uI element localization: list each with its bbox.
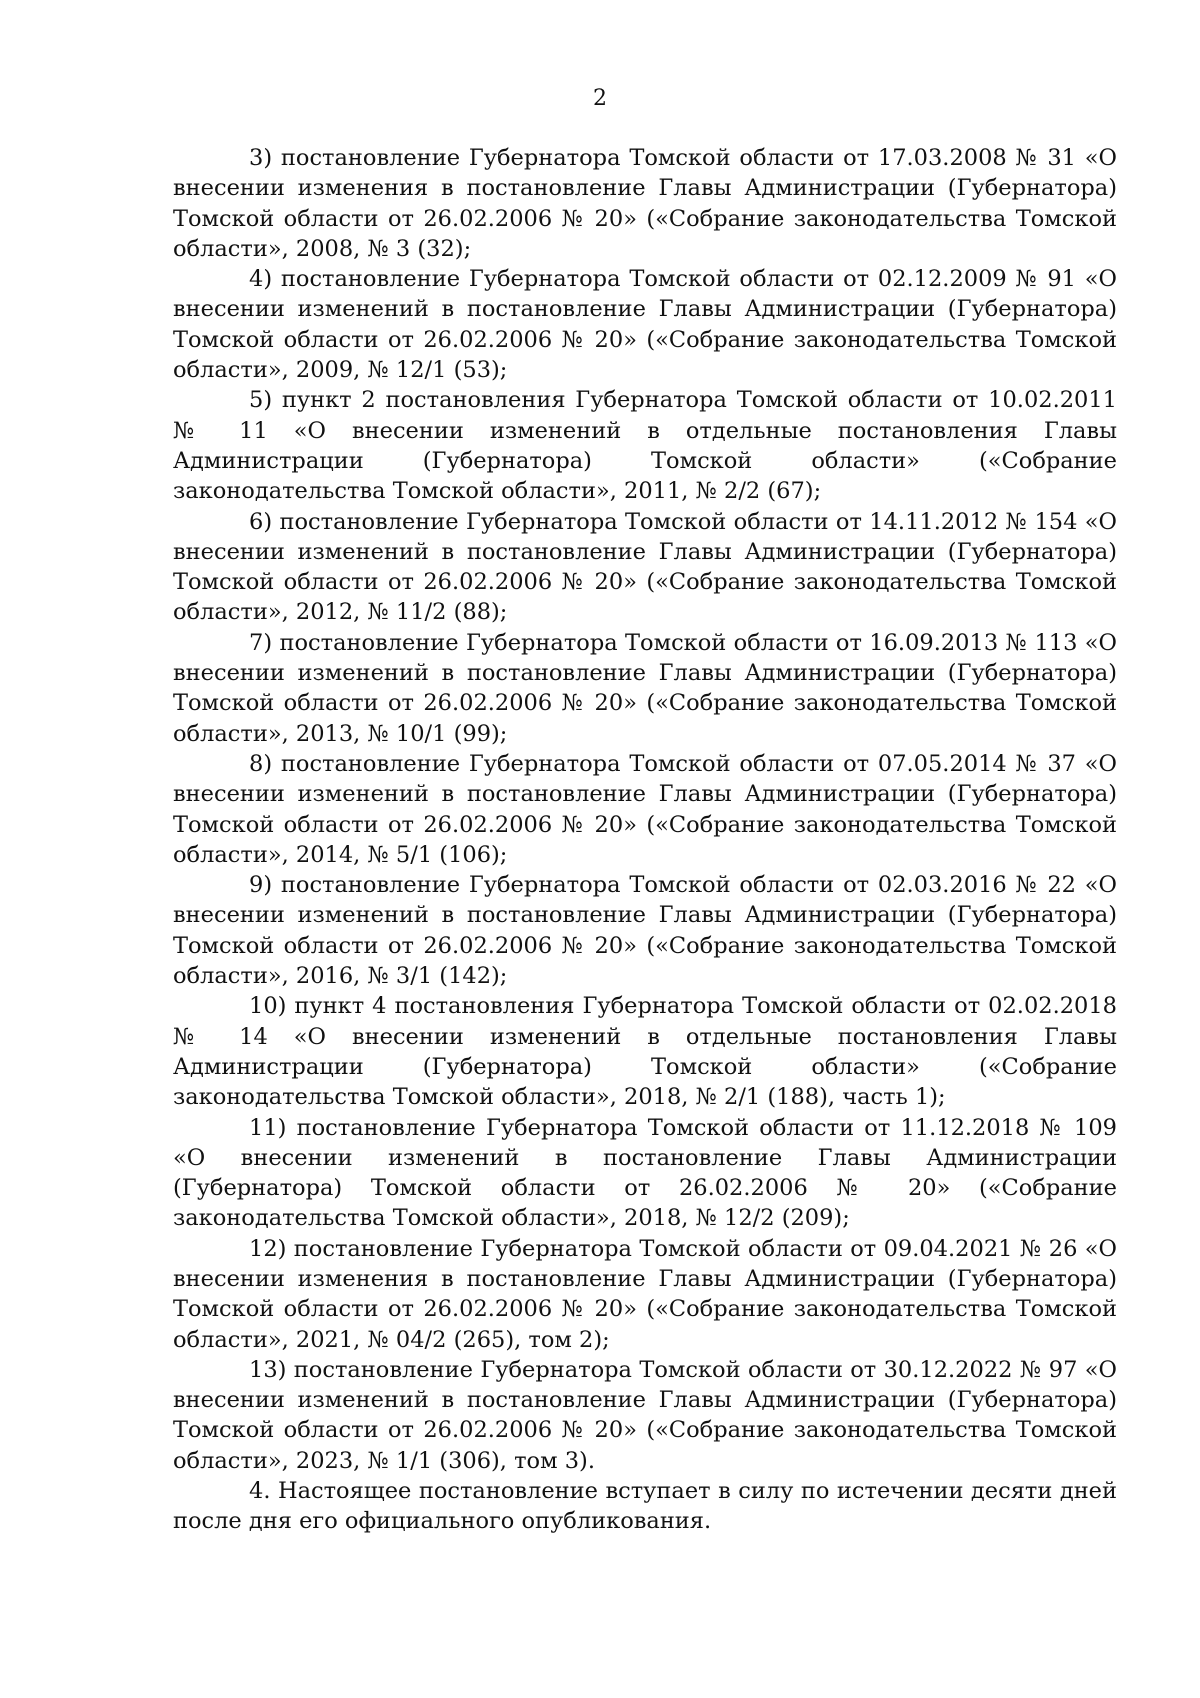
list-item-10: 10) пункт 4 постановления Губернатора Томской области от 02.02.2018 № 14 «О внесении изменений в отдельные постановления Главы Администрации (Губернатора) Томской области» («Собрание законодательства Томской области», 2018, № 2/1 (188), часть 1); <box>173 993 1117 1111</box>
list-item-11: 11) постановление Губернатора Томской области от 11.12.2018 № 109 «О внесении изменений в постановление Главы Администрации (Губернатора) Томской области от 26.02.2006 № 20» («Собрание законодательства Томской области», 2018, № 12/2 (209); <box>173 1114 1117 1232</box>
list-item-13: 13) постановление Губернатора Томской области от 30.12.2022 № 97 «О внесении изменений в постановление Главы Администрации (Губернатора) Томской области от 26.02.2006 № 20» («Собрание законодательства Томской области», 2023, № 1/1 (306), том 3). <box>173 1356 1117 1474</box>
list-item-4: 4) постановление Губернатора Томской области от 02.12.2009 № 91 «О внесении изменений в постановление Главы Администрации (Губернатора) Томской области от 26.02.2006 № 20» («Собрание законодательства Томской области», 2009, № 12/1 (53); <box>173 266 1117 384</box>
list-item-12: 12) постановление Губернатора Томской области от 09.04.2021 № 26 «О внесении изменения в постановление Главы Администрации (Губернатора) Томской области от 26.02.2006 № 20» («Собрание законодательства Томской области», 2021, № 04/2 (265), том 2); <box>173 1235 1117 1353</box>
list-item-3: 3) постановление Губернатора Томской области от 17.03.2008 № 31 «О внесении изменения в постановление Главы Администрации (Губернатора) Томской области от 26.02.2006 № 20» («Собрание законодательства Томской области», 2008, № 3 (32); <box>173 145 1117 262</box>
list-item-7: 7) постановление Губернатора Томской области от 16.09.2013 № 113 «О внесении изменений в постановление Главы Администрации (Губернатора) Томской области от 26.02.2006 № 20» («Собрание законодательства Томской области», 2013, № 10/1 (99); <box>173 629 1117 747</box>
list-item-8: 8) постановление Губернатора Томской области от 07.05.2014 № 37 «О внесении изменений в постановление Главы Администрации (Губернатора) Томской области от 26.02.2006 № 20» («Собрание законодательства Томской области», 2014, № 5/1 (106); <box>173 750 1117 868</box>
list-item-9: 9) постановление Губернатора Томской области от 02.03.2016 № 22 «О внесении изменений в постановление Главы Администрации (Губернатора) Томской области от 26.02.2006 № 20» («Собрание законодательства Томской области», 2016, № 3/1 (142); <box>173 872 1117 990</box>
list-item-6: 6) постановление Губернатора Томской области от 14.11.2012 № 154 «О внесении изменений в постановление Главы Администрации (Губернатора) Томской области от 26.02.2006 № 20» («Собрание законодательства Томской области», 2012, № 11/2 (88); <box>173 508 1117 626</box>
page-number: 2 <box>593 86 607 111</box>
clause-4-effective-date: 4. Настоящее постановление вступает в силу по истечении десяти дней после дня его официального опубликования. <box>173 1478 1117 1535</box>
list-item-5: 5) пункт 2 постановления Губернатора Томской области от 10.02.2011 № 11 «О внесении изменений в отдельные постановления Главы Администрации (Губернатора) Томской области» («Собрание законодательства Томской области», 2011, № 2/2 (67); <box>173 387 1117 505</box>
document-body <box>173 143 1117 1537</box>
